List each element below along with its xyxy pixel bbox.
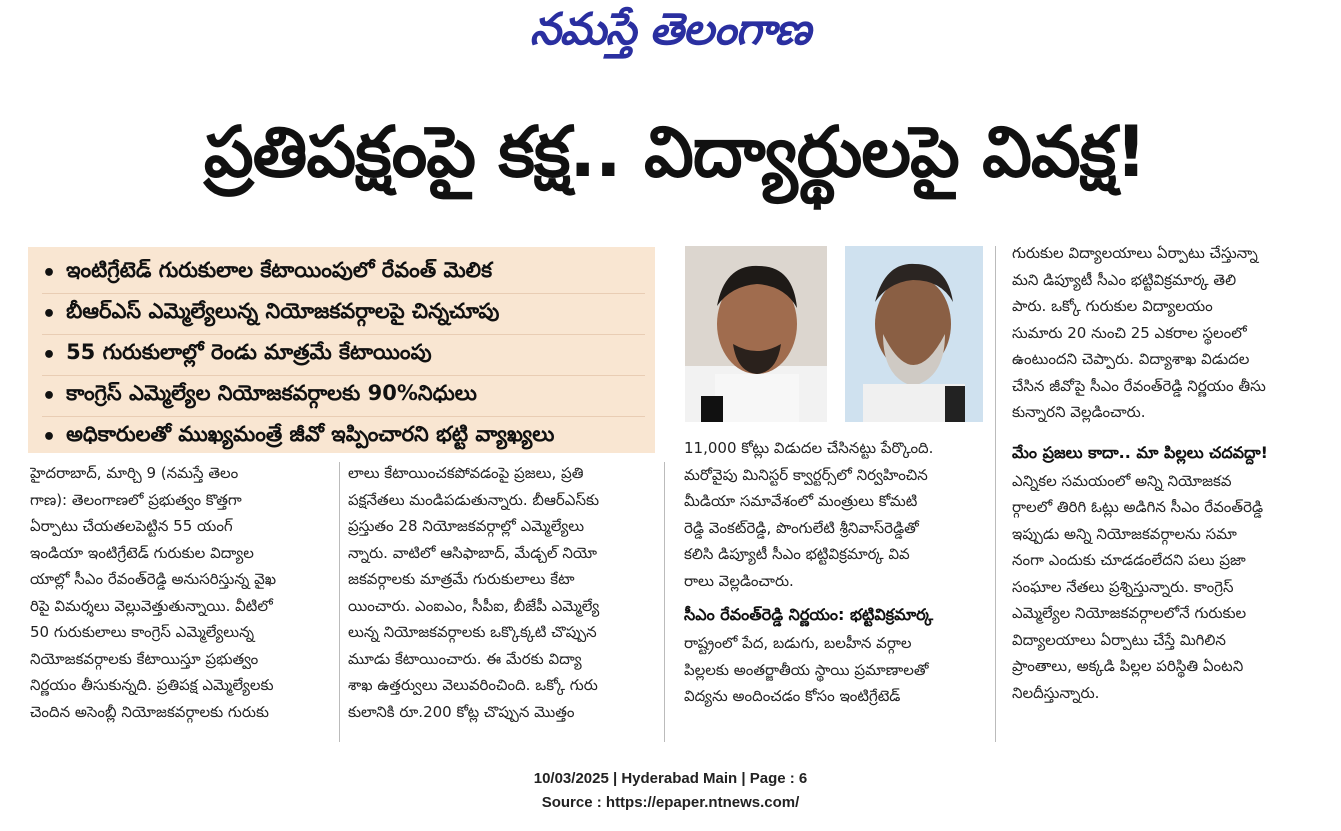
column-divider — [339, 462, 340, 742]
text-line: మరోవైపు మినిస్టర్ క్వార్టర్స్‌లో నిర్వహించిన — [684, 465, 928, 484]
text-line: విద్యాలయాలు ఏర్పాటు చేస్తే మిగిలిన — [1012, 630, 1226, 649]
subheading: మేం ప్రజలు కాదా.. మా పిల్లలు చదవద్దా! — [1012, 442, 1268, 462]
text-line: గాణ): తెలంగాణలో ప్రభుత్వం కొత్తగా — [30, 490, 242, 509]
article-column-1 — [30, 460, 330, 725]
text-line: పారు. ఒక్కో గురుకుల విద్యాలయం — [1012, 297, 1213, 315]
photo-bhatti-vikramarka — [845, 246, 983, 422]
column-divider — [664, 462, 665, 742]
highlight-item: • ఇంటిగ్రేటెడ్ గురుకులాల కేటాయింపులో రేవంత్ మెలిక — [42, 253, 645, 294]
text-line: రాష్ట్రంలో పేద, బడుగు, బలహీన వర్గాల — [684, 634, 912, 652]
text-line: పిల్లలకు అంతర్జాతీయ స్థాయి ప్రమాణాలతో — [684, 660, 929, 679]
text-line: ఉంటుందని చెప్పారు. విద్యాశాఖ విడుదల — [1012, 350, 1250, 368]
text-line: ఇండియా ఇంటిగ్రేటెడ్ గురుకుల విద్యాల — [30, 543, 254, 562]
text-line: సుమారు 20 నుంచి 25 ఎకరాల స్థలంలో — [1012, 323, 1247, 342]
text-line: నియోజకవర్గాలకు కేటాయిస్తూ ప్రభుత్వం — [30, 649, 259, 668]
text-line: సంఘాల నేతలు ప్రశ్నిస్తున్నారు. కాంగ్రెస్ — [1012, 577, 1234, 596]
text-line: మీడియా సమావేశంలో మంత్రులు కోమటి — [684, 492, 918, 510]
text-line: ఎమ్మెల్యేల నియోజకవర్గాలలోనే గురుకుల — [1012, 604, 1247, 622]
text-line: హైదరాబాద్, మార్చి 9 (నమస్తే తెలం — [30, 464, 239, 482]
text-line: ఏర్పాటు చేయతలపెట్టిన 55 యంగ్ — [30, 517, 233, 535]
text-line: మని డిప్యూటీ సీఎం భట్టివిక్రమార్క తెలి — [1012, 270, 1237, 289]
highlight-item: • అధికారులతో ముఖ్యమంత్రే జీవో ఇప్పించారని భట్టి వ్యాఖ్యలు — [42, 422, 555, 450]
text-line: కులానికి రూ.200 కోట్ల చొప్పున మొత్తం — [348, 702, 575, 721]
headline: ప్రతిపక్షంపై కక్ష.. విద్యార్థులపై వివక్ష! — [203, 110, 1147, 193]
text-line: గురుకుల విద్యాలయాలు ఏర్పాటు చేస్తున్నా — [1012, 244, 1258, 262]
text-line: శాఖ ఉత్తర్వులు వెలువరించింది. ఒక్కో గురు — [348, 676, 598, 694]
text-line: జకవర్గాలకు మాత్రమే గురుకులాలు కేటా — [348, 570, 575, 588]
subheading: సీఎం రేవంత్‌రెడ్డి నిర్ణయం: భట్టివిక్రమార్క — [684, 605, 934, 624]
text-line: యాల్లో సీఎం రేవంత్‌రెడ్డి అనుసరిస్తున్న వైఖ — [30, 570, 277, 588]
text-line: నిలదీస్తున్నారు. — [1012, 683, 1100, 702]
article-column-2 — [348, 460, 656, 725]
text-line: విద్యను అందించడం కోసం ఇంటిగ్రేటెడ్ — [684, 687, 901, 705]
text-line: కలిసి డిప్యూటీ సీఎం భట్టివిక్రమార్క వివ — [684, 545, 910, 563]
article-column-3 — [684, 435, 986, 710]
footer-date-edition: 10/03/2025 | Hyderabad Main | Page : 6 — [533, 770, 808, 787]
highlight-item: • బీఆర్ఎస్ ఎమ్మెల్యేలున్న నియోజకవర్గాలపై చిన్నచూపు — [42, 294, 645, 335]
text-line: 50 గురుకులాలు కాంగ్రెస్ ఎమ్మెల్యేలున్న — [30, 623, 255, 641]
footer-source: Source : https://epaper.ntnews.com/ — [541, 794, 800, 811]
column-divider — [995, 246, 996, 742]
text-line: చెందిన అసెంబ్లీ నియోజకవర్గాలకు గురుకు — [30, 702, 269, 721]
text-line: ఎన్నికల సమయంలో అన్ని నియోజకవ — [1012, 471, 1232, 490]
text-line: పక్షనేతలు మండిపడుతున్నారు. బీఆర్ఎస్‌కు — [348, 490, 600, 509]
highlight-item: • 55 గురుకులాల్లో రెండు మాత్రమే కేటాయింపు — [42, 335, 645, 376]
article-column-4 — [1012, 240, 1317, 706]
text-line: రాలు వెల్లడించారు. — [684, 571, 794, 590]
text-line: రిపై విమర్శలు వెల్లువెత్తుతున్నాయి. వీటిలో — [30, 596, 273, 615]
text-line: న్నారు. వాటిలో ఆసిఫాబాద్, మేడ్చల్ నియో — [348, 543, 597, 562]
text-line: రెడ్డి వెంకట్‌రెడ్డి, పొంగులేటి శ్రీనివాస్‌రెడ్డితో — [684, 518, 919, 537]
highlight-item: • కాంగ్రెస్ ఎమ్మెల్యేల నియోజకవర్గాలకు 90%నిధులు — [42, 376, 645, 417]
masthead-logo: నమస్తే తెలంగాణ — [529, 4, 811, 55]
text-line: యించారు. ఎంఐఎం, సీపీఐ, బీజేపీ ఎమ్మెల్యే — [348, 596, 600, 615]
text-line: లాలు కేటాయించకపోవడంపై ప్రజలు, ప్రతి — [348, 464, 584, 482]
text-line: ప్రస్తుతం 28 నియోజకవర్గాల్లో ఎమ్మెల్యేలు — [348, 517, 585, 535]
text-line: నంగా ఎందుకు చూడడంలేదని పలు ప్రజా — [1012, 551, 1246, 569]
text-line: ర్గాలలో తిరిగి ఓట్లు అడిగిన సీఎం రేవంత్‌రెడ్డి — [1012, 498, 1264, 516]
text-line: చేసిన జీవోపై సీఎం రేవంత్‌రెడ్డి నిర్ణయం తీసు — [1012, 376, 1266, 395]
text-line: నిర్ణయం తీసుకున్నది. ప్రతిపక్ష ఎమ్మెల్యేలకు — [30, 676, 274, 694]
text-line: 11,000 కోట్లు విడుదల చేసినట్టు పేర్కొంది. — [684, 439, 934, 457]
text-line: ప్రాంతాలు, అక్కడి పిల్లల పరిస్థితి ఏంటని — [1012, 657, 1244, 675]
photo-revanth-reddy — [685, 246, 827, 422]
text-line: ఇప్పుడు అన్ని నియోజకవర్గాలను సమా — [1012, 524, 1237, 543]
text-line: కున్నారని వెల్లడించారు. — [1012, 403, 1146, 421]
text-line: లున్న నియోజకవర్గాలకు ఒక్కొక్కటి చొప్పున — [348, 623, 597, 641]
text-line: మూడు కేటాయించారు. ఈ మేరకు విద్యా — [348, 649, 582, 668]
highlights-box — [28, 247, 655, 453]
